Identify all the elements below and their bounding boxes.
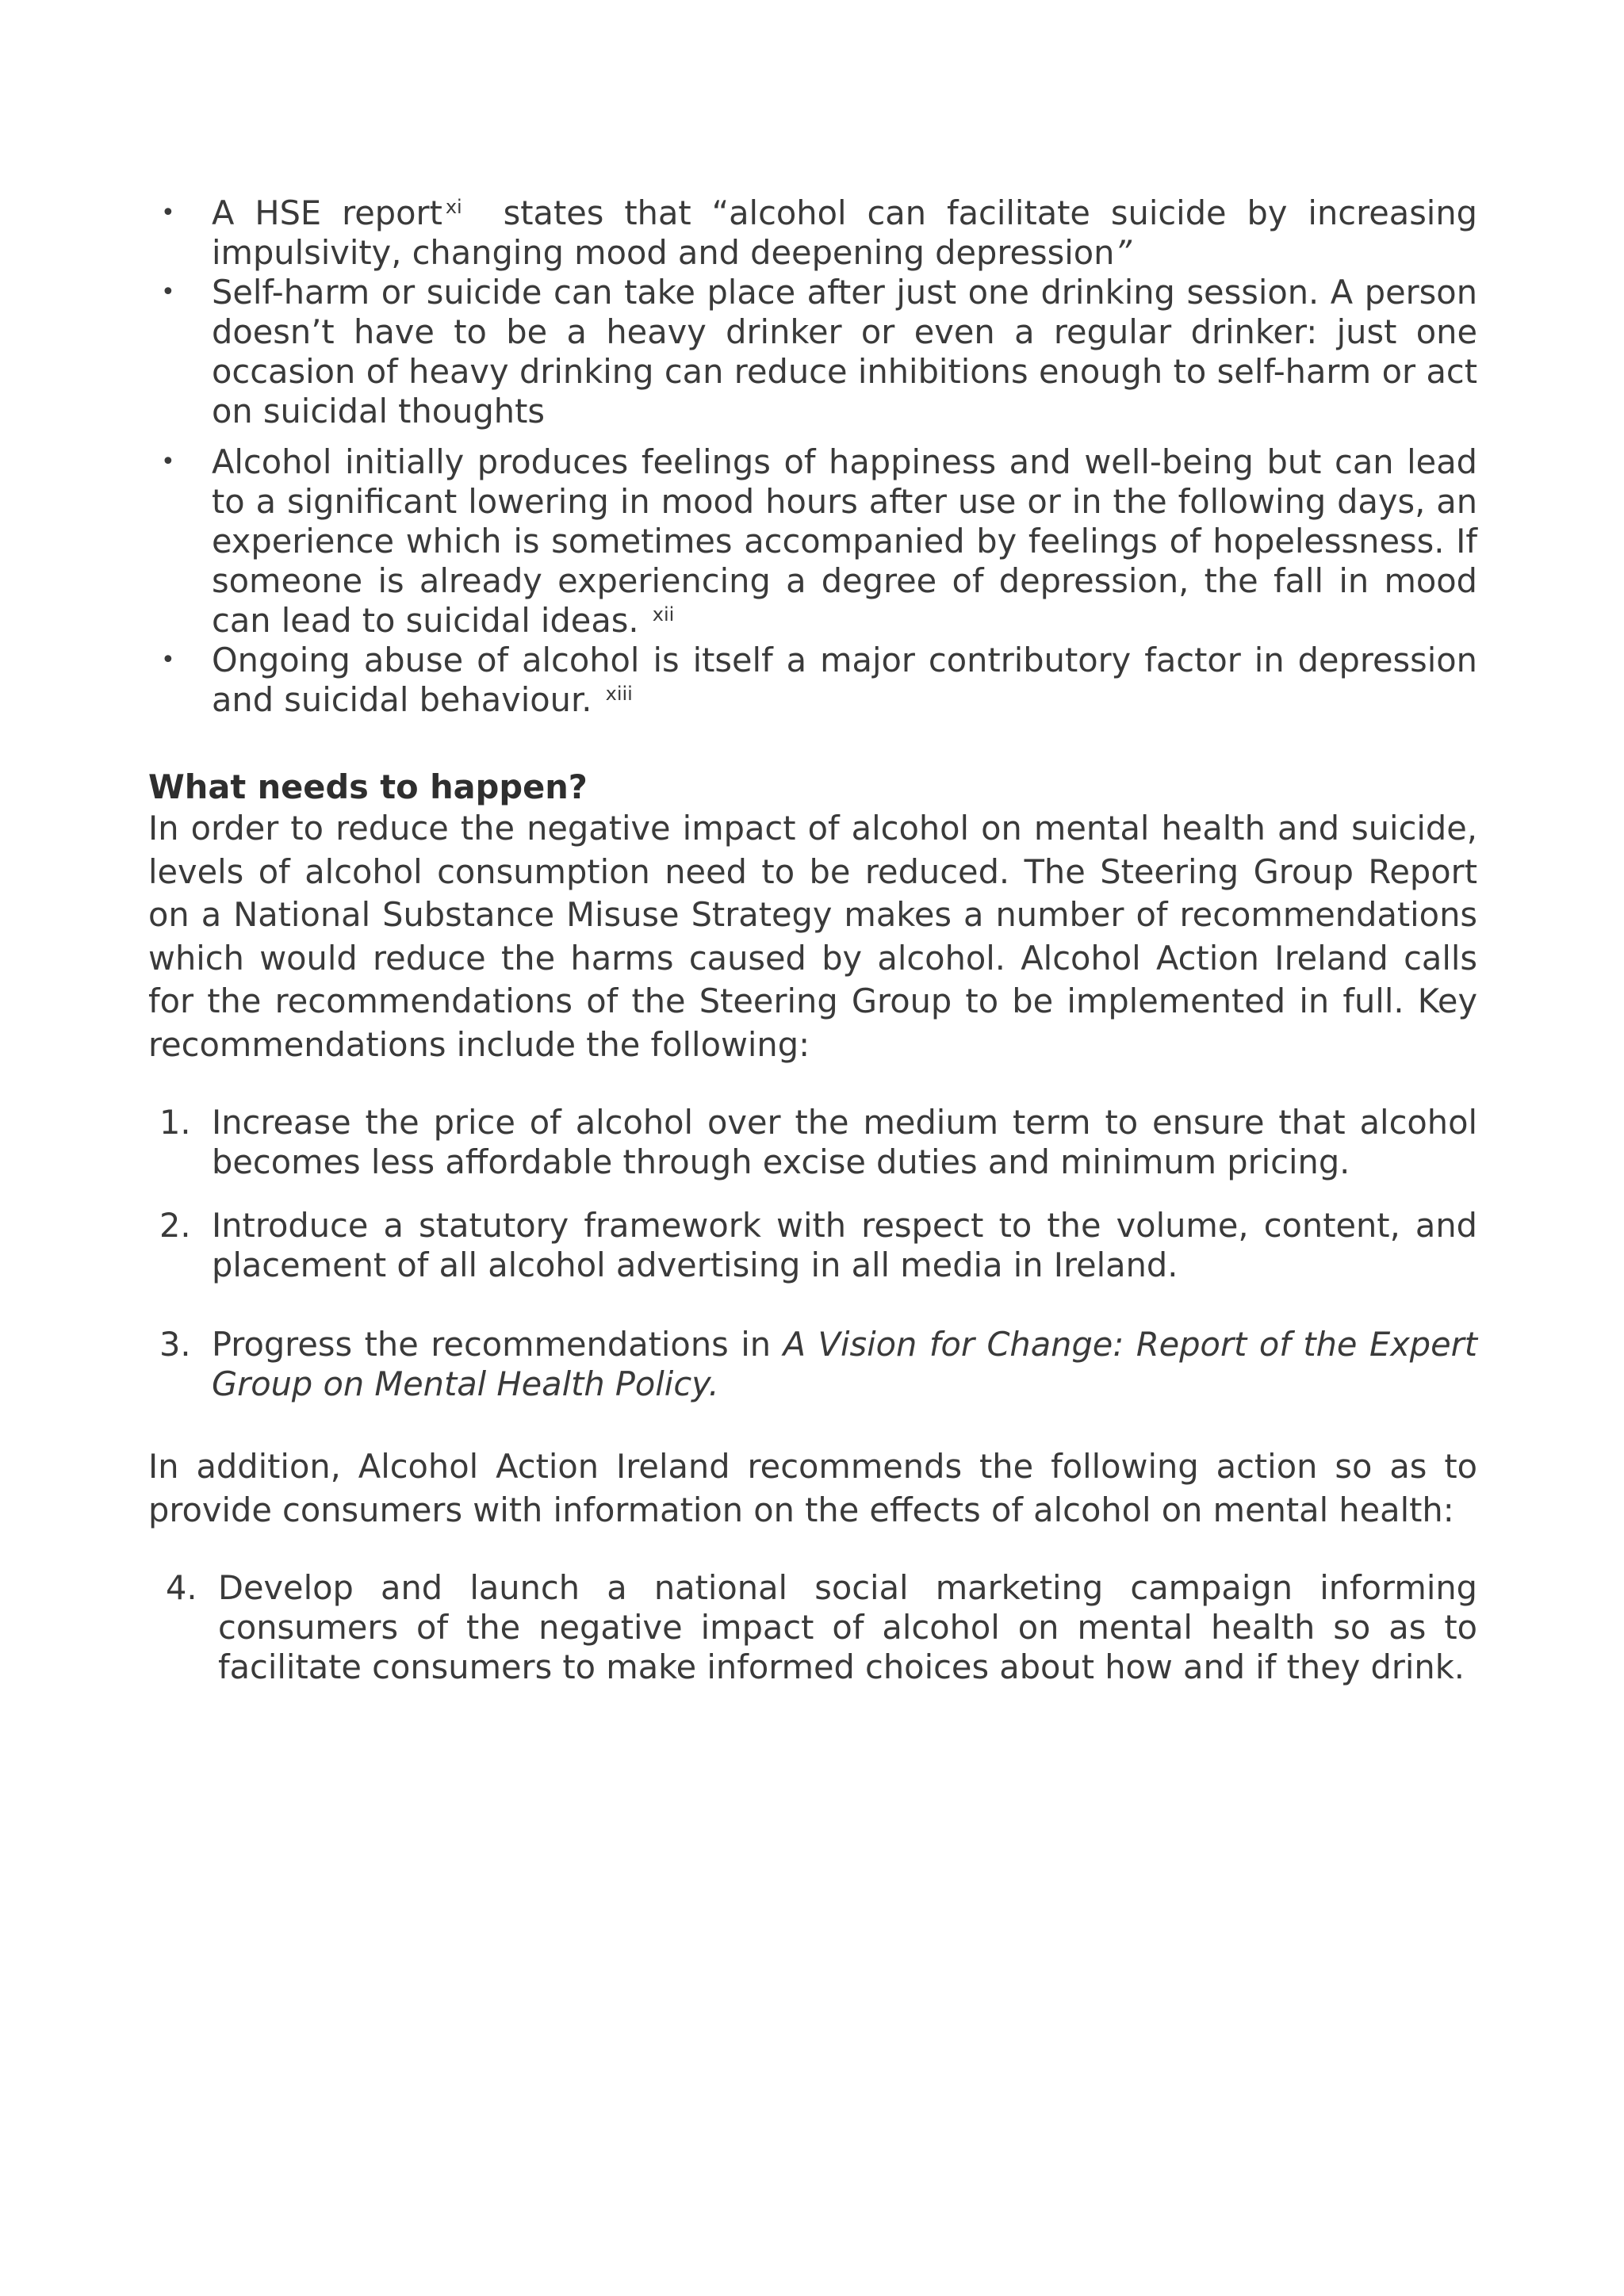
closing-quote: ” (1114, 233, 1132, 272)
bullet-text: Self-harm or suicide can take place after just one drinking session. A person doesn’t have to be a heavy drinker or even a regular drinker: just one occasion of heavy drinking can reduce inhibitions enough to self-harm or act on suicidal thoughts (212, 273, 1477, 430)
bullet-icon: • (161, 448, 175, 476)
recommendation-item (148, 1325, 1477, 1404)
item-number: 1. (159, 1103, 191, 1142)
addition-paragraph: In addition, Alcohol Action Ireland recommends the following action so as to provide consumers with information on the effects of alcohol on mental health: (148, 1447, 1477, 1529)
bullet-list (148, 193, 1477, 720)
recommendation-text: Progress the recommendations in (212, 1325, 772, 1364)
list-item (148, 193, 1477, 273)
document-page (148, 193, 1477, 1687)
item-number: 2. (159, 1206, 191, 1245)
recommendation-text: Introduce a statutory framework with respect to the volume, content, and placement of all alcohol advertising in all media in Ireland. (212, 1206, 1477, 1284)
bullet-text-lead: A HSE report (212, 193, 442, 232)
list-item (148, 442, 1477, 641)
recommendation-text: Increase the price of alcohol over the medium term to ensure that alcohol becomes less affordable through excise duties and minimum pricing. (212, 1103, 1477, 1181)
recommendation-item (148, 1206, 1477, 1285)
list-item (148, 273, 1477, 431)
section-heading: What needs to happen? (148, 767, 588, 806)
item-number: 4. (166, 1568, 197, 1607)
bullet-text: states that “alcohol can facilitate suicide by increasing impulsivity, changing mood and deepening depression (212, 193, 1477, 272)
recommendation-item (148, 1103, 1477, 1182)
footnote-ref: xiii (605, 683, 633, 705)
intro-paragraph: In order to reduce the negative impact of alcohol on mental health and suicide, levels of alcohol consumption need to be reduced. The Steering Group Report on a National Substance Misuse Strategy makes a number of recommendations which would reduce the harms caused by alcohol. Alcohol Action Ireland calls for the recommendations of the Steering Group to be implemented in full. Key recommendations include the following: (148, 809, 1477, 1064)
recommendation-text: Develop and launch a national social marketing campaign informing consumers of the negative impact of alcohol on mental health so as to facilitate consumers to make informed choices about how and if they drink. (218, 1568, 1477, 1686)
bullet-text: Ongoing abuse of alcohol is itself a major contributory factor in depression and suicidal behaviour. (212, 641, 1477, 719)
recommendation-list (148, 1103, 1477, 1404)
footnote-ref: xii (652, 603, 675, 626)
extra-recommendation-list (148, 1568, 1477, 1687)
bullet-icon: • (161, 278, 175, 306)
bullet-text: Alcohol initially produces feelings of happiness and well-being but can lead to a significant lowering in mood hours after use or in the following days, an experience which is sometimes accompanied by feelings of hopelessness. If someone is already experiencing a degree of depression, the fall in mood can lead to suicidal ideas. (212, 442, 1477, 640)
list-item (148, 641, 1477, 720)
item-number: 3. (159, 1325, 191, 1364)
footnote-ref: xi (445, 196, 462, 218)
recommendation-item (148, 1568, 1477, 1687)
bullet-icon: • (161, 646, 175, 674)
bullet-icon: • (161, 199, 175, 227)
report-title: A Vision for Change: Report of the Expert Group on Mental Health Policy. (212, 1325, 1477, 1403)
